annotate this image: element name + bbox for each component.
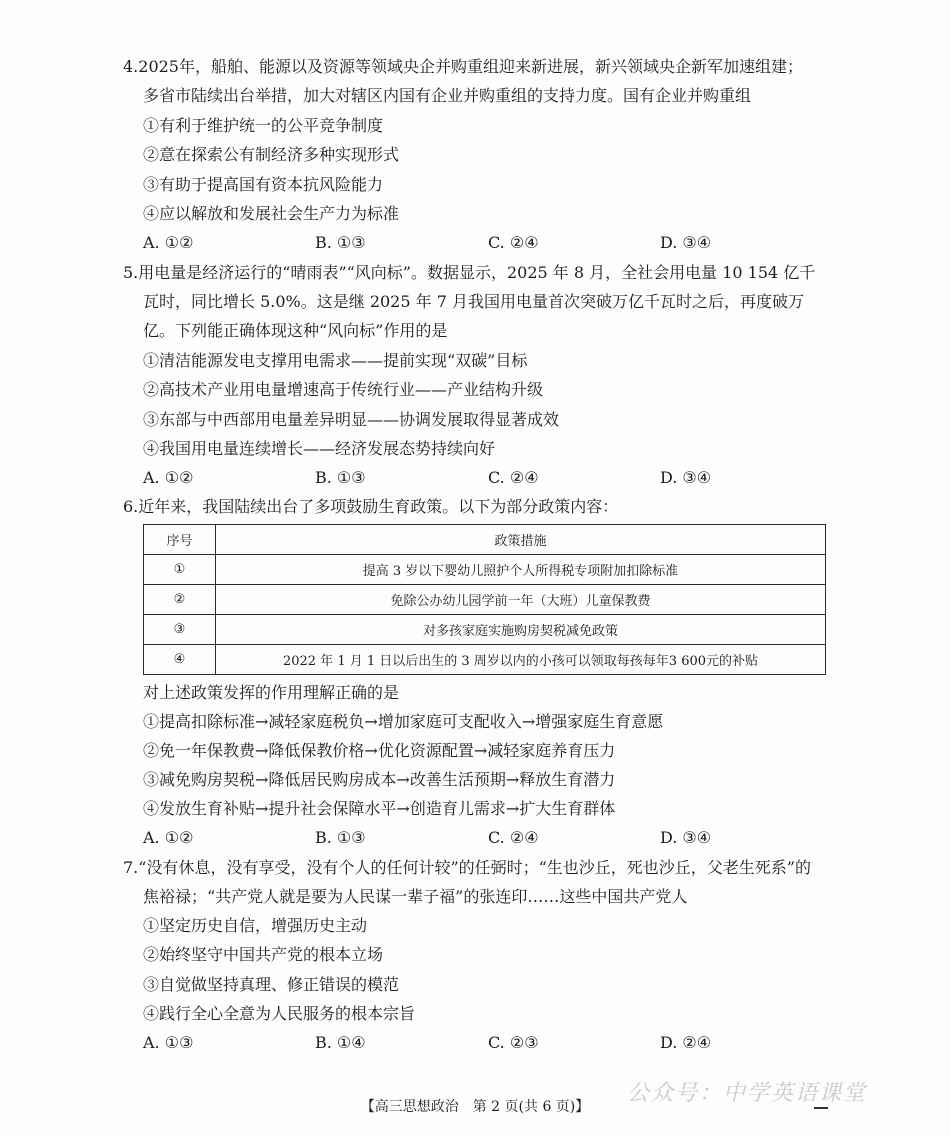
q5-choice-a: A. ①② bbox=[143, 468, 194, 487]
q7-option-4: ④践行全心全意为人民服务的根本宗旨 bbox=[143, 1004, 416, 1023]
q7-choices bbox=[143, 1032, 823, 1054]
table-row bbox=[144, 555, 826, 585]
q4-option-3: ③有助于提高国有资本抗风险能力 bbox=[143, 175, 384, 194]
q7-choice-c: C. ②③ bbox=[488, 1033, 539, 1052]
q4-option-2: ②意在探索公有制经济多种实现形式 bbox=[143, 145, 400, 164]
table-row bbox=[144, 615, 826, 645]
q4-choice-a: A. ①② bbox=[143, 233, 194, 252]
q5-option-4: ④我国用电量连续增长——经济发展态势持续向好 bbox=[143, 439, 496, 458]
q4-choice-d: D. ③④ bbox=[660, 233, 712, 252]
q5-stem-line-3: 亿。下列能正确体现这种“风向标”作用的是 bbox=[143, 321, 448, 340]
q6-option-4: ④发放生育补贴→提升社会保障水平→创造育儿需求→扩大生育群体 bbox=[143, 799, 616, 818]
table-header-measure: 政策措施 bbox=[216, 525, 826, 555]
table-cell-number: ① bbox=[144, 555, 216, 585]
table-cell-number: ③ bbox=[144, 615, 216, 645]
q5-stem-line-2: 瓦时，同比增长 5.0%。这是继 2025 年 7 月我国用电量首次突破万亿千瓦时之后，再度破万 bbox=[143, 292, 804, 311]
q7-choice-a: A. ①③ bbox=[143, 1033, 194, 1052]
q6-choice-b: B. ①③ bbox=[315, 828, 366, 847]
table-cell-measure: 2022 年 1 月 1 日以后出生的 3 周岁以内的小孩可以领取每孩每年3 600元的补贴 bbox=[216, 645, 826, 675]
table-cell-measure: 提高 3 岁以下婴幼儿照护个人所得税专项附加扣除标准 bbox=[216, 555, 826, 585]
q6-choice-c: C. ②④ bbox=[488, 828, 539, 847]
q6-stem-line-1: 6.近年来，我国陆续出台了多项鼓励生育政策。以下为部分政策内容： bbox=[123, 497, 619, 516]
q7-choice-b: B. ①④ bbox=[315, 1033, 366, 1052]
q7-option-1: ①坚定历史自信，增强历史主动 bbox=[143, 916, 368, 935]
policy-table bbox=[143, 524, 826, 675]
table-row bbox=[144, 585, 826, 615]
q6-option-1: ①提高扣除标准→减轻家庭税负→增加家庭可支配收入→增强家庭生育意愿 bbox=[143, 712, 664, 731]
q4-choice-b: B. ①③ bbox=[315, 233, 366, 252]
page-footer: 【高三思想政治 第 2 页(共 6 页)】 bbox=[360, 1099, 590, 1115]
q4-choices bbox=[143, 232, 823, 254]
table-header-number: 序号 bbox=[144, 525, 216, 555]
q5-option-1: ①清洁能源发电支撑用电需求——提前实现“双碳”目标 bbox=[143, 351, 528, 370]
table-cell-measure: 对多孩家庭实施购房契税减免政策 bbox=[216, 615, 826, 645]
q5-option-2: ②高技术产业用电量增速高于传统行业——产业结构升级 bbox=[143, 380, 544, 399]
q7-option-3: ③自觉做坚持真理、修正错误的模范 bbox=[143, 975, 400, 994]
q5-option-3: ③东部与中西部用电量差异明显——协调发展取得显著成效 bbox=[143, 410, 560, 429]
q4-option-1: ①有利于维护统一的公平竞争制度 bbox=[143, 116, 384, 135]
q4-stem-line-1: 4.2025年，船舶、能源以及资源等领域央企并购重组迎来新进展，新兴领域央企新军加速组建； bbox=[123, 57, 803, 76]
table-row bbox=[144, 645, 826, 675]
q4-stem-line-2: 多省市陆续出台举措，加大对辖区内国有企业并购重组的支持力度。国有企业并购重组 bbox=[143, 86, 752, 105]
watermark: 公众号：中学英语课堂 bbox=[627, 1081, 868, 1106]
table-cell-measure: 免除公办幼儿园学前一年（大班）儿童保教费 bbox=[216, 585, 826, 615]
table-header-row bbox=[144, 525, 826, 555]
q6-choices bbox=[143, 827, 823, 849]
q6-choice-a: A. ①② bbox=[143, 828, 194, 847]
q7-stem-line-1: 7.“没有休息，没有享受，没有个人的任何计较”的任弼时；“生也沙丘，死也沙丘，父老生死系”的 bbox=[123, 858, 811, 877]
q5-choice-d: D. ③④ bbox=[660, 468, 712, 487]
q4-choice-c: C. ②④ bbox=[488, 233, 539, 252]
q5-choice-c: C. ②④ bbox=[488, 468, 539, 487]
corner-mark bbox=[814, 1107, 828, 1109]
q6-option-2: ②免一年保教费→降低保教价格→优化资源配置→减轻家庭养育压力 bbox=[143, 741, 616, 760]
table-cell-number: ② bbox=[144, 585, 216, 615]
q6-question-prompt: 对上述政策发挥的作用理解正确的是 bbox=[143, 683, 400, 702]
q5-choice-b: B. ①③ bbox=[315, 468, 366, 487]
table-cell-number: ④ bbox=[144, 645, 216, 675]
q6-option-3: ③减免购房契税→降低居民购房成本→改善生活预期→释放生育潜力 bbox=[143, 770, 616, 789]
q5-choices bbox=[143, 467, 823, 489]
q4-option-4: ④应以解放和发展社会生产力为标准 bbox=[143, 204, 400, 223]
q5-stem-line-1: 5.用电量是经济运行的“晴雨表”“风向标”。数据显示，2025 年 8 月，全社会用电量 10 154 亿千 bbox=[123, 263, 816, 282]
q7-choice-d: D. ②④ bbox=[660, 1033, 712, 1052]
q7-stem-line-2: 焦裕禄；“共产党人就是要为人民谋一辈子福”的张连印……这些中国共产党人 bbox=[143, 887, 688, 906]
q6-choice-d: D. ③④ bbox=[660, 828, 712, 847]
q7-option-2: ②始终坚守中国共产党的根本立场 bbox=[143, 945, 384, 964]
